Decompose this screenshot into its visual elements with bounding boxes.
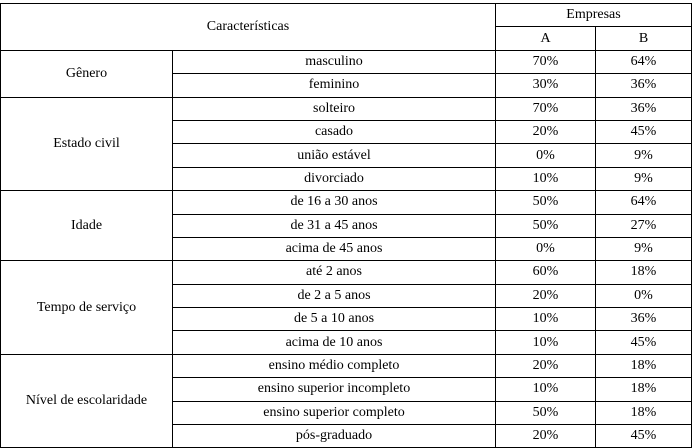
- value-b-cell: 18%: [596, 354, 692, 377]
- value-b-cell: 18%: [596, 401, 692, 424]
- value-a-cell: 10%: [496, 308, 596, 331]
- subcategory-cell: divorciado: [173, 167, 496, 190]
- group-label: Idade: [1, 191, 173, 261]
- subcategory-cell: acima de 45 anos: [173, 237, 496, 260]
- subcategory-cell: masculino: [173, 50, 496, 73]
- table-row: [1, 191, 692, 214]
- subcategory-cell: solteiro: [173, 97, 496, 120]
- value-b-cell: 45%: [596, 425, 692, 448]
- subcategory-cell: ensino médio completo: [173, 354, 496, 377]
- value-a-cell: 20%: [496, 284, 596, 307]
- group-label: Tempo de serviço: [1, 261, 173, 355]
- value-a-cell: 70%: [496, 97, 596, 120]
- value-b-cell: 64%: [596, 50, 692, 73]
- group-label: Gênero: [1, 50, 173, 97]
- table-row: [1, 261, 692, 284]
- table-body: [1, 50, 692, 448]
- value-b-cell: 9%: [596, 237, 692, 260]
- value-a-cell: 0%: [496, 144, 596, 167]
- header-col-a: A: [496, 27, 596, 50]
- header-row-top: [1, 4, 692, 27]
- subcategory-cell: pós-graduado: [173, 425, 496, 448]
- value-a-cell: 20%: [496, 425, 596, 448]
- value-b-cell: 18%: [596, 261, 692, 284]
- value-b-cell: 36%: [596, 97, 692, 120]
- characteristics-table: [0, 3, 692, 448]
- value-a-cell: 30%: [496, 74, 596, 97]
- value-a-cell: 20%: [496, 354, 596, 377]
- value-a-cell: 50%: [496, 401, 596, 424]
- value-a-cell: 10%: [496, 331, 596, 354]
- value-b-cell: 18%: [596, 378, 692, 401]
- header-col-b: B: [596, 27, 692, 50]
- value-b-cell: 45%: [596, 120, 692, 143]
- group-label: Nível de escolaridade: [1, 354, 173, 448]
- subcategory-cell: de 16 a 30 anos: [173, 191, 496, 214]
- header-caracteristicas: Características: [1, 4, 496, 51]
- subcategory-cell: casado: [173, 120, 496, 143]
- value-a-cell: 0%: [496, 237, 596, 260]
- value-b-cell: 36%: [596, 74, 692, 97]
- value-a-cell: 70%: [496, 50, 596, 73]
- header-empresas: Empresas: [496, 4, 692, 27]
- group-label: Estado civil: [1, 97, 173, 191]
- subcategory-cell: ensino superior completo: [173, 401, 496, 424]
- value-b-cell: 36%: [596, 308, 692, 331]
- value-a-cell: 50%: [496, 191, 596, 214]
- value-b-cell: 9%: [596, 167, 692, 190]
- value-b-cell: 27%: [596, 214, 692, 237]
- subcategory-cell: de 2 a 5 anos: [173, 284, 496, 307]
- value-a-cell: 60%: [496, 261, 596, 284]
- value-b-cell: 45%: [596, 331, 692, 354]
- subcategory-cell: feminino: [173, 74, 496, 97]
- value-a-cell: 20%: [496, 120, 596, 143]
- value-a-cell: 10%: [496, 167, 596, 190]
- subcategory-cell: ensino superior incompleto: [173, 378, 496, 401]
- value-b-cell: 9%: [596, 144, 692, 167]
- value-b-cell: 0%: [596, 284, 692, 307]
- value-a-cell: 50%: [496, 214, 596, 237]
- value-b-cell: 64%: [596, 191, 692, 214]
- subcategory-cell: união estável: [173, 144, 496, 167]
- table-row: [1, 97, 692, 120]
- subcategory-cell: de 5 a 10 anos: [173, 308, 496, 331]
- subcategory-cell: de 31 a 45 anos: [173, 214, 496, 237]
- value-a-cell: 10%: [496, 378, 596, 401]
- subcategory-cell: acima de 10 anos: [173, 331, 496, 354]
- table-row: [1, 354, 692, 377]
- table-row: [1, 50, 692, 73]
- subcategory-cell: até 2 anos: [173, 261, 496, 284]
